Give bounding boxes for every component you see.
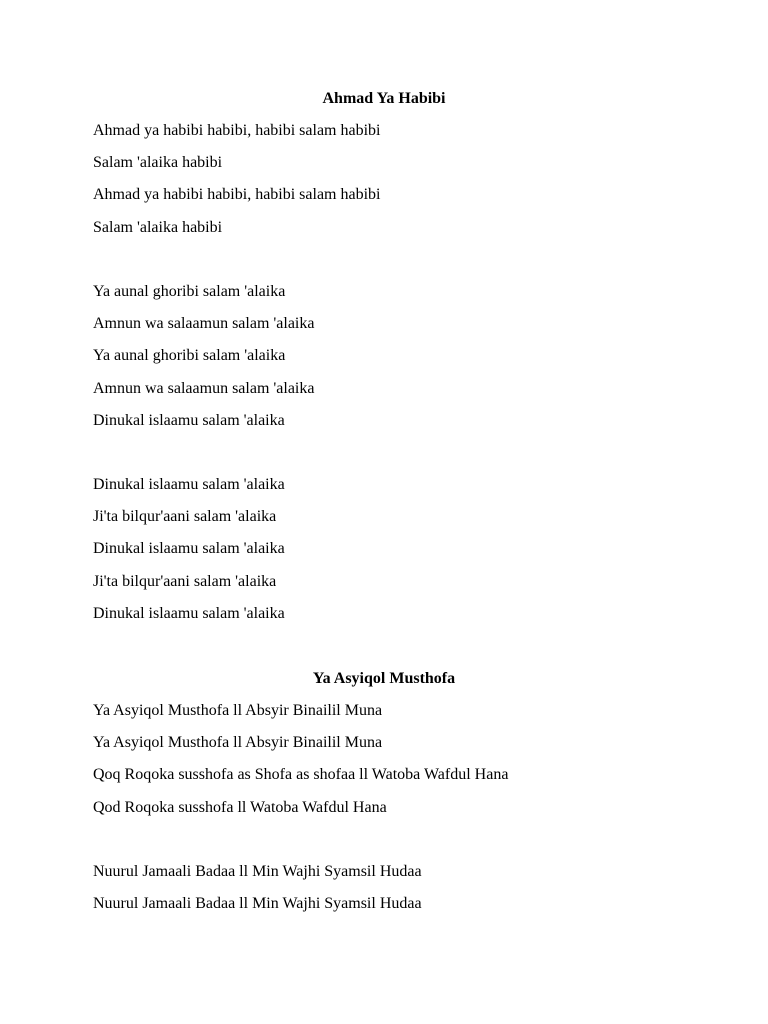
lyric-line: Dinukal islaamu salam 'alaika [93, 540, 285, 558]
lyric-line: Salam 'alaika habibi [93, 218, 223, 236]
lyric-line: Ya Asyiqol Musthofa ll Absyir Binailil Muna [93, 734, 383, 752]
lyric-line: Dinukal islaamu salam 'alaika [93, 476, 285, 494]
lyric-line: Dinukal islaamu salam 'alaika [93, 604, 285, 622]
lyric-line: Dinukal islaamu salam 'alaika [93, 411, 285, 429]
lyric-line: Salam 'alaika habibi [93, 154, 223, 172]
stanza-gap [93, 830, 673, 862]
lyric-line: Nuurul Jamaali Badaa ll Min Wajhi Syamsil Hudaa [93, 895, 422, 913]
lyric-line: Ahmad ya habibi habibi, habibi salam habibi [93, 186, 381, 204]
lyric-line: Ahmad ya habibi habibi, habibi salam habibi [93, 122, 381, 139]
stanza-gap [93, 443, 673, 475]
lyric-line: Ya Asyiqol Musthofa ll Absyir Binailil Muna [93, 702, 383, 719]
lyric-line: Qod Roqoka susshofa ll Watoba Wafdul Hana [93, 798, 387, 816]
lyric-line: Qoq Roqoka susshofa as Shofa as shofaa ll Watoba Wafdul Hana [93, 766, 509, 784]
song-ahmad-ya-habibi [93, 89, 673, 636]
lyric-line: Amnun wa salaamun salam 'alaika [93, 315, 315, 333]
stanza-gap [93, 250, 673, 282]
lyric-line: Ji'ta bilqur'aani salam 'alaika [93, 572, 277, 590]
song-title: Ahmad Ya Habibi [322, 90, 446, 107]
lyric-line: Ji'ta bilqur'aani salam 'alaika [93, 508, 277, 526]
lyric-line: Nuurul Jamaali Badaa ll Min Wajhi Syamsil Hudaa [93, 862, 422, 880]
lyric-line: Ya aunal ghoribi salam 'alaika [93, 282, 286, 300]
lyric-line: Ya aunal ghoribi salam 'alaika [93, 347, 286, 365]
song-title: Ya Asyiqol Musthofa [312, 670, 456, 687]
song-ya-asyiqol-musthofa [93, 669, 673, 926]
lyric-line: Amnun wa salaamun salam 'alaika [93, 379, 315, 397]
